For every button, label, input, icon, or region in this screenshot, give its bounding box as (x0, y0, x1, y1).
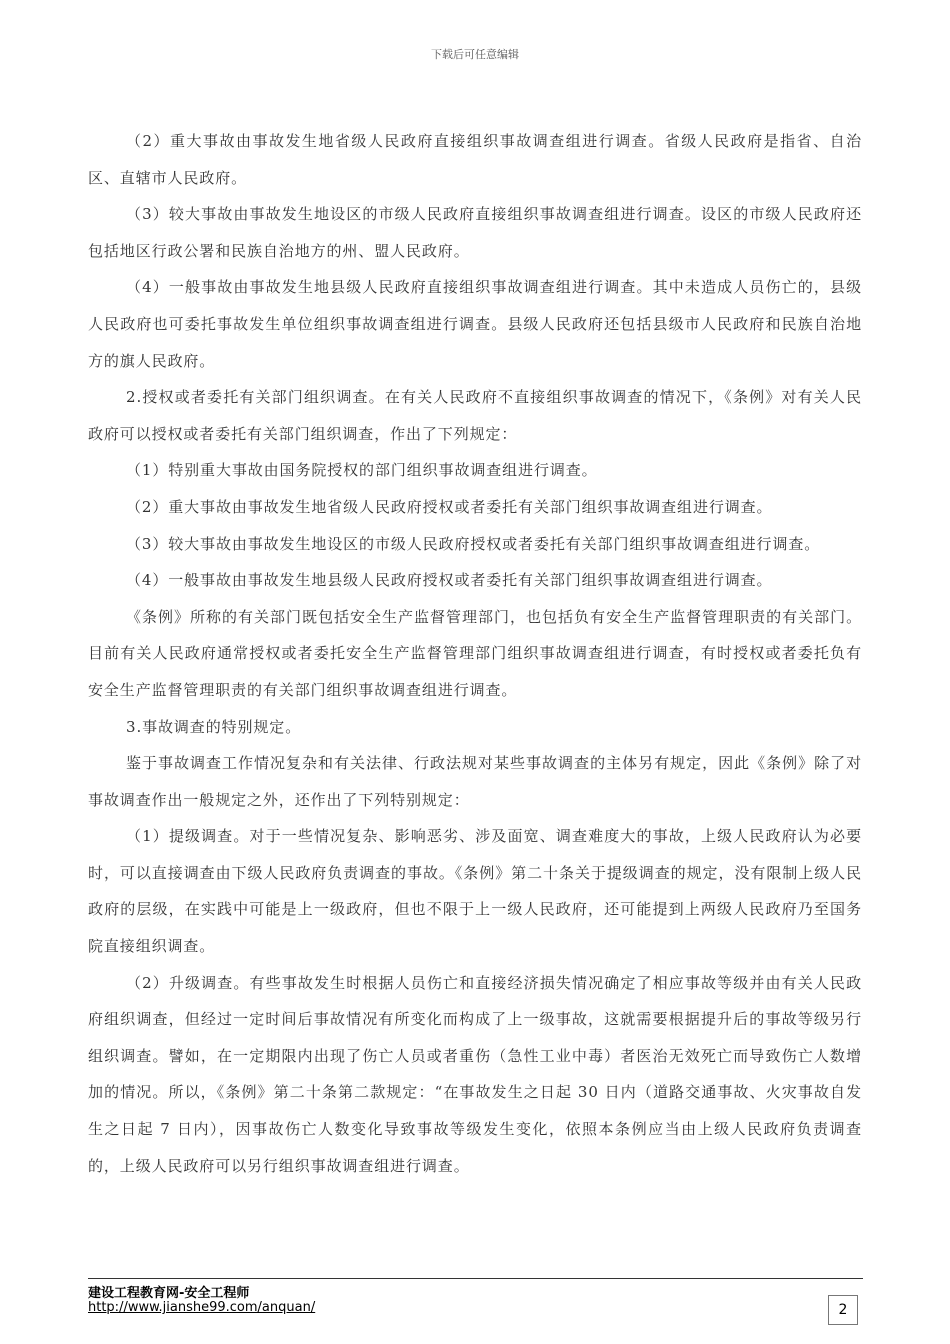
paragraph: （2）重大事故由事故发生地省级人民政府直接组织事故调查组进行调查。省级人民政府是指省、自治区、直辖市人民政府。 (88, 132, 862, 187)
paragraph: （1）提级调查。对于一些情况复杂、影响恶劣、涉及面宽、调查难度大的事故，上级人民政府认为必要时，可以直接调查由下级人民政府负责调查的事故。《条例》第二十条关于提级调查的规定，没有限制上级人民政府的层级，在实践中可能是上一级政府，但也不限于上一级人民政府，还可能提到上两级人民政府乃至国务院直接组织调查。 (88, 827, 862, 956)
footer-link[interactable]: http://www.jianshe99.com/anquan/ (88, 1300, 316, 1315)
paragraph: （3）较大事故由事故发生地设区的市级人民政府授权或者委托有关部门组织事故调查组进行调查。 (126, 534, 821, 553)
footer-divider (88, 1278, 863, 1279)
paragraph: 鉴于事故调查工作情况复杂和有关法律、行政法规对某些事故调查的主体另有规定，因此《条例》除了对事故调查作出一般规定之外，还作出了下列特别规定： (88, 754, 862, 809)
footer-title: 建设工程教育网-安全工程师 (88, 1286, 250, 1301)
paragraph: 2.授权或者委托有关部门组织调查。在有关人民政府不直接组织事故调查的情况下，《条例》对有关人民政府可以授权或者委托有关部门组织调查，作出了下列规定： (88, 388, 862, 443)
paragraph: （2）重大事故由事故发生地省级人民政府授权或者委托有关部门组织事故调查组进行调查。 (126, 497, 773, 516)
paragraph: （2）升级调查。有些事故发生时根据人员伤亡和直接经济损失情况确定了相应事故等级并由有关人民政府组织调查，但经过一定时间后事故情况有所变化而构成了上一级事故，这就需要根据提升后的事故等级另行组织调查。譬如，在一定期限内出现了伤亡人员或者重伤（急性工业中毒）者医治无效死亡而导致伤亡人数增加的情况。所以，《条例》第二十条第二款规定：“在事故发生之日起 30 日内（道路交通事故、火灾事故自发生之日起 7 日内），因事故伤亡人数变化导致事故等级发生变化，依照本条例应当由上级人民政府负责调查的，上级人民政府可以另行组织事故调查组进行调查。 (88, 973, 862, 1175)
page-header: 下载后可任意编辑 (431, 48, 519, 61)
paragraph: （4）一般事故由事故发生地县级人民政府直接组织事故调查组进行调查。其中未造成人员伤亡的，县级人民政府也可委托事故发生单位组织事故调查组进行调查。县级人民政府还包括县级市人民政府和民族自治地方的旗人民政府。 (88, 278, 862, 370)
section-heading: 3.事故调查的特别规定。 (126, 717, 302, 736)
document-body (88, 123, 862, 1184)
paragraph: （4）一般事故由事故发生地县级人民政府授权或者委托有关部门组织事故调查组进行调查。 (126, 571, 773, 590)
paragraph: （3）较大事故由事故发生地设区的市级人民政府直接组织事故调查组进行调查。设区的市级人民政府还包括地区行政公署和民族自治地方的州、盟人民政府。 (88, 205, 862, 260)
paragraph: （1）特别重大事故由国务院授权的部门组织事故调查组进行调查。 (126, 461, 598, 480)
page-number: 2 (828, 1295, 858, 1325)
paragraph: 《条例》所称的有关部门既包括安全生产监督管理部门，也包括负有安全生产监督管理职责的有关部门。目前有关人民政府通常授权或者委托安全生产监督管理部门组织事故调查组进行调查，有时授权或者委托负有安全生产监督管理职责的有关部门组织事故调查组进行调查。 (88, 607, 862, 699)
